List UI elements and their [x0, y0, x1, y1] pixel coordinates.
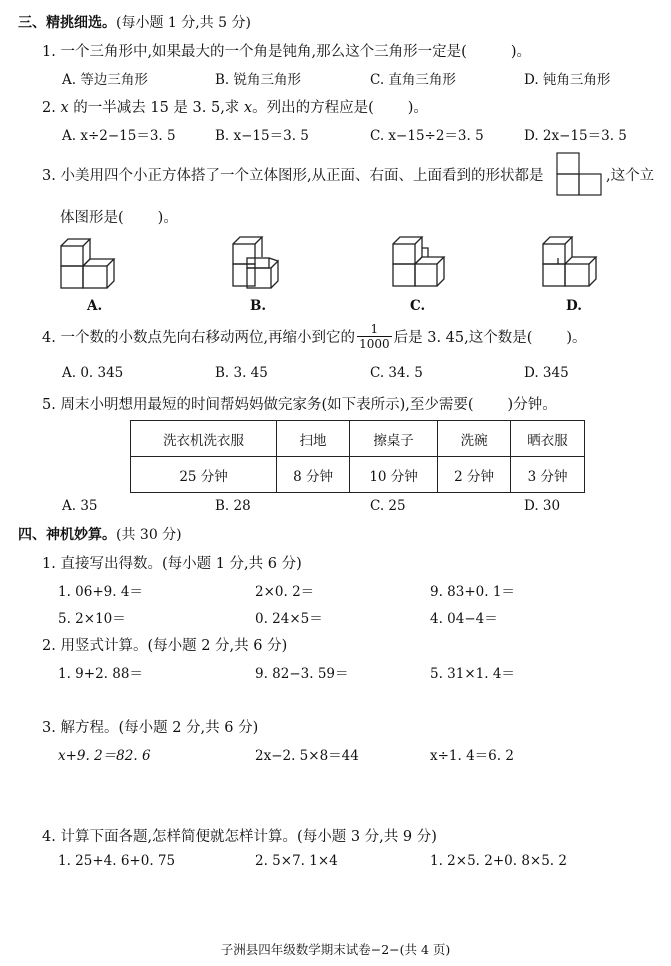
question-3-text: 3. 小美用四个小正方体搭了一个立体图形,从正面、右面、上面看到的形状都是 [42, 168, 544, 184]
variable-x: x [60, 100, 69, 116]
page-footer: 子洲县四年级数学期末试卷−2−(共 4 页) [220, 942, 451, 957]
question-2-text-end: )。 [407, 100, 428, 116]
table-cell: 8 分钟 [277, 457, 350, 493]
table-header: 扫地 [277, 421, 350, 457]
question-3 [42, 164, 544, 185]
simplify-item[interactable]: 1. 25+4. 6+0. 75 [58, 853, 176, 869]
table-header-row [131, 421, 585, 457]
variable-x: x [243, 100, 253, 116]
calc-item[interactable]: 0. 24×5＝ [255, 611, 323, 627]
figure-label-d: D. [566, 298, 582, 314]
question-5-text: 5. 周末小明想用最短的时间帮妈妈做完家务(如下表所示),至少需要( [42, 397, 474, 413]
simplify-item[interactable]: 1. 2×5. 2+0. 8×5. 2 [430, 853, 567, 869]
question-4-text-b: 后是 3. 45,这个数是( [393, 330, 533, 346]
fraction-numerator: 1 [357, 322, 392, 337]
q4-option-b[interactable]: B. 3. 45 [215, 365, 268, 381]
cube-figure-a[interactable] [58, 236, 120, 294]
question-3-text-c: 体图形是( [60, 210, 124, 226]
figure-label-a: A. [87, 298, 103, 314]
question-4-text: 4. 一个数的小数点先向右移动两位,再缩小到它的 [42, 330, 356, 346]
question-2-text-c: 。列出的方程应是( [252, 100, 374, 116]
calc-item[interactable]: 1. 9+2. 88＝ [58, 666, 143, 682]
calc-item[interactable]: 5. 2×10＝ [58, 611, 126, 627]
table-row [131, 457, 585, 493]
table-cell: 10 分钟 [349, 457, 437, 493]
equation-item[interactable]: x+9. 2＝82. 6 [58, 748, 151, 764]
figure-label-c: C. [410, 298, 426, 314]
fraction [357, 322, 392, 351]
q2-option-b[interactable]: B. x−15＝3. 5 [215, 128, 309, 144]
three-square-view-icon [556, 152, 603, 196]
q5-option-c[interactable]: C. 25 [370, 498, 406, 514]
q4-option-c[interactable]: C. 34. 5 [370, 365, 423, 381]
question-1-text: 1. 一个三角形中,如果最大的一个角是钝角,那么这个三角形一定是( [42, 44, 467, 60]
q5-option-b[interactable]: B. 28 [215, 498, 251, 514]
q4-option-a[interactable]: A. 0. 345 [62, 365, 124, 381]
q1-option-b[interactable]: B. 锐角三角形 [215, 72, 302, 88]
simplify-item[interactable]: 2. 5×7. 1×4 [255, 853, 338, 869]
q5-option-a[interactable]: A. 35 [62, 498, 98, 514]
question-3-text-end: )。 [157, 210, 178, 226]
question-5 [42, 393, 557, 414]
figure-label-b: B. [250, 298, 267, 314]
section-4-title: 四、神机妙算。 [18, 527, 116, 543]
section-4-note: (共 30 分) [116, 527, 182, 543]
cube-figure-c[interactable] [390, 234, 448, 292]
question-2 [42, 96, 428, 117]
table-cell: 2 分钟 [438, 457, 511, 493]
calc-item[interactable]: 9. 83+0. 1＝ [430, 584, 515, 600]
part-1-title: 1. 直接写出得数。(每小题 1 分,共 6 分) [42, 556, 302, 572]
q1-option-d[interactable]: D. 钝角三角形 [524, 72, 611, 88]
calc-item[interactable]: 1. 06+9. 4＝ [58, 584, 143, 600]
calc-item[interactable]: 5. 31×1. 4＝ [430, 666, 515, 682]
calc-item[interactable]: 4. 04−4＝ [430, 611, 498, 627]
table-header: 洗碗 [438, 421, 511, 457]
calc-item[interactable]: 9. 82−3. 59＝ [255, 666, 349, 682]
table-header: 擦桌子 [349, 421, 437, 457]
table-cell: 25 分钟 [131, 457, 277, 493]
part-3-title: 3. 解方程。(每小题 2 分,共 6 分) [42, 720, 259, 736]
equation-item[interactable]: 2x−2. 5×8＝44 [255, 748, 359, 764]
question-1 [42, 40, 531, 61]
section-3-title: 三、精挑细选。 [18, 15, 116, 31]
table-header: 洗衣机洗衣服 [131, 421, 277, 457]
question-5-text-end: )分钟。 [507, 397, 557, 413]
question-3-continued: ,这个立 [606, 168, 655, 184]
table-header: 晒衣服 [511, 421, 585, 457]
chores-table [130, 420, 585, 493]
section-3-note: (每小题 1 分,共 5 分) [116, 15, 251, 31]
question-4-text-end: )。 [566, 330, 587, 346]
part-2-title: 2. 用竖式计算。(每小题 2 分,共 6 分) [42, 638, 288, 654]
question-2-text-b: 的一半减去 15 是 3. 5,求 [68, 100, 244, 116]
q1-option-c[interactable]: C. 直角三角形 [370, 72, 456, 88]
cube-figure-b[interactable] [230, 234, 288, 292]
q2-option-c[interactable]: C. x−15÷2＝3. 5 [370, 128, 484, 144]
part-4-title: 4. 计算下面各题,怎样简便就怎样计算。(每小题 3 分,共 9 分) [42, 829, 437, 845]
equation-item[interactable]: x÷1. 4＝6. 2 [430, 748, 514, 764]
q5-option-d[interactable]: D. 30 [524, 498, 561, 514]
q2-option-a[interactable]: A. x÷2−15＝3. 5 [62, 128, 176, 144]
q4-option-d[interactable]: D. 345 [524, 365, 569, 381]
q1-option-a[interactable]: A. 等边三角形 [62, 72, 148, 88]
question-1-text-end: )。 [510, 44, 531, 60]
section-4-heading [18, 524, 182, 544]
question-3-line-2 [60, 206, 178, 227]
question-2-text: 2. [42, 100, 61, 116]
cube-figure-d[interactable] [540, 234, 602, 292]
section-3-heading [18, 12, 251, 32]
fraction-denominator: 1000 [359, 337, 390, 351]
calc-item[interactable]: 2×0. 2＝ [255, 584, 315, 600]
table-cell: 3 分钟 [511, 457, 585, 493]
q2-option-d[interactable]: D. 2x−15＝3. 5 [524, 128, 627, 144]
question-4 [42, 322, 587, 351]
